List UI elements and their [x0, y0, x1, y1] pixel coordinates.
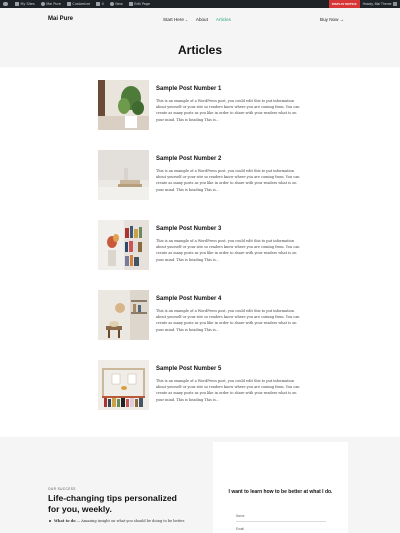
- home-icon: [15, 2, 19, 6]
- my-sites-menu[interactable]: My Sites: [15, 2, 35, 6]
- post-excerpt: This is an example of a WordPress post, you could edit this to put information about yourself or your site so readers know where you are coming from. You can create as many posts as you like in order to share with your readers what is on your mind. This is heading This is...: [156, 379, 300, 402]
- post-thumbnail[interactable]: [98, 80, 149, 130]
- notice-badge[interactable]: DISPLAY NOTICE: [329, 0, 360, 8]
- post-thumbnail[interactable]: [98, 220, 149, 270]
- post-title[interactable]: Sample Post Number 2: [156, 156, 222, 162]
- comment-icon: [96, 2, 100, 6]
- brush-icon: [67, 2, 71, 6]
- edit-page-link[interactable]: Edit Page: [129, 2, 150, 6]
- nav-item-articles[interactable]: Articles: [215, 17, 231, 22]
- post-excerpt: This is an example of a WordPress post, you could edit this to put information about yourself or your site so readers know where you are coming from. You can create as many posts as you like in order to share with your readers what is on your mind. This is heading This is...: [156, 169, 300, 192]
- post-title[interactable]: Sample Post Number 1: [156, 86, 222, 92]
- post-excerpt: This is an example of a WordPress post, you could edit this to put information about yourself or your site so readers know where you are coming from. You can create as many posts as you like in order to share with your readers what is on your mind. This is heading This is...: [156, 239, 300, 262]
- post-item: [98, 290, 301, 340]
- bullet-icon: [49, 520, 51, 522]
- page-title: Articles: [177, 43, 223, 57]
- newsletter-bullet: What to do — Amazing insight on what you should be doing to be better.: [48, 518, 188, 524]
- avatar: [393, 2, 397, 6]
- chevron-down-icon: ⌄: [184, 17, 188, 22]
- post-thumbnail[interactable]: [98, 150, 149, 200]
- site-logo[interactable]: Mai Pure: [48, 16, 74, 22]
- post-excerpt: This is an example of a WordPress post, you could edit this to put information about yourself or your site so readers know where you are coming from. You can create as many posts as you like in order to share with your readers what is on your mind. This is heading This is...: [156, 99, 300, 122]
- pencil-icon: [129, 2, 133, 6]
- post-item: [98, 80, 301, 130]
- post-item: [98, 150, 301, 200]
- post-thumbnail[interactable]: [98, 360, 149, 410]
- name-field-label: Name: [236, 514, 245, 518]
- dashboard-icon: [41, 2, 45, 6]
- comments-link[interactable]: 0: [96, 2, 104, 6]
- newsletter-headline: Life-changing tips personalized for you, weekly.: [48, 493, 177, 514]
- main-nav: [163, 17, 239, 22]
- wordpress-menu[interactable]: [3, 2, 9, 7]
- page-header: [0, 8, 400, 67]
- post-thumbnail[interactable]: [98, 290, 149, 340]
- buy-now-link[interactable]: Buy Now →: [320, 17, 345, 22]
- nav-item-start-here[interactable]: Start Here ⌄: [163, 17, 188, 22]
- signup-card: [213, 442, 348, 533]
- signup-card-title: I want to learn how to be better at what I do.: [228, 489, 333, 495]
- name-field[interactable]: [236, 521, 326, 522]
- post-excerpt: This is an example of a WordPress post, you could edit this to put information about yourself or your site so readers know where you are coming from. You can create as many posts as you like in order to share with your readers what is on your mind. This is heading This is...: [156, 309, 300, 332]
- site-name-menu[interactable]: Mai Pure: [41, 2, 61, 6]
- customize-link[interactable]: Customize: [67, 2, 90, 6]
- wordpress-icon: [3, 2, 8, 7]
- post-title[interactable]: Sample Post Number 4: [156, 296, 222, 302]
- post-item: [98, 360, 301, 410]
- admin-bar: [0, 0, 400, 8]
- account-menu[interactable]: Howdy, Mai Theme: [360, 2, 400, 6]
- plus-icon: [110, 2, 114, 6]
- newsletter-section: [0, 437, 400, 533]
- post-title[interactable]: Sample Post Number 3: [156, 226, 222, 232]
- new-content-menu[interactable]: New: [110, 2, 123, 6]
- nav-item-about[interactable]: About: [195, 17, 208, 22]
- post-item: [98, 220, 301, 270]
- newsletter-kicker: OUR SUCCESS: [48, 487, 76, 491]
- email-field-label: Email: [236, 527, 244, 531]
- post-title[interactable]: Sample Post Number 5: [156, 366, 222, 372]
